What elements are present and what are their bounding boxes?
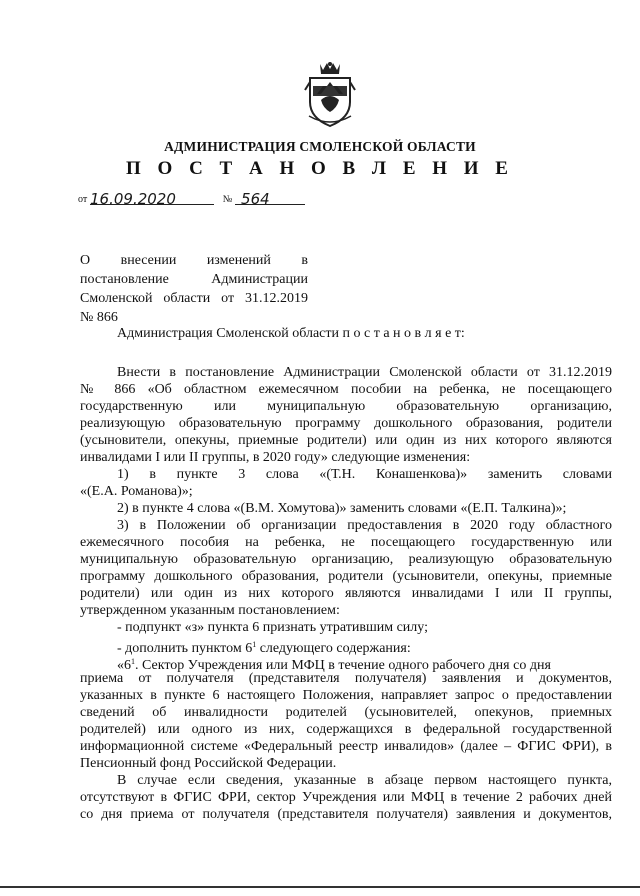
body-line: информационной системе «Федеральный реестр инвалидов» (далее – ФГИС ФРИ), в [80, 739, 612, 754]
document-subject [80, 251, 308, 327]
body-line: государственную или муниципальную образовательную организацию, [80, 399, 612, 414]
body-line: реализующую образовательную программу дошкольного образования, родители [80, 416, 612, 431]
document-type: П О С Т А Н О В Л Е Н И Е [126, 158, 514, 179]
document-number: 564 [241, 190, 270, 208]
text-fragment: следующего содержания: [256, 641, 411, 656]
body-line: отсутствуют в ФГИС ФРИ, сектор Учреждения или МФЦ в течение 2 рабочих дней [80, 790, 612, 805]
body-line: программу дошкольного образования, родители (усыновители, опекуны, приемные [80, 569, 612, 584]
text-fragment: . Сектор Учреждения или МФЦ в течение одного рабочего дня со дня [135, 658, 551, 673]
amendment-item-3: 3) в Положении об организации предоставления в 2020 году областного [117, 518, 612, 533]
subject-line: Смоленской области от 31.12.2019 [80, 291, 308, 306]
body-line: указанных в пункте 6 настоящего Положения, направляет запрос о предоставлении [80, 688, 612, 703]
sub-item-1: - подпункт «з» пункта 6 признать утратившим силу; [117, 620, 428, 635]
subject-line: № 866 [80, 310, 118, 325]
number-label: № [222, 194, 233, 205]
body-line: утвержденном указанным постановлением: [80, 603, 340, 618]
body-line: № 866 «Об областном ежемесячном пособии на ребенка, не посещающего [80, 382, 612, 397]
text-fragment: «6 [117, 658, 131, 673]
body-line: (усыновители, опекуны, приемные родители) или один из них которого являются [80, 433, 612, 448]
resolution-preamble: Администрация Смоленской области п о с т а н о в л я е т: [117, 326, 465, 341]
organization-name: АДМИНИСТРАЦИЯ СМОЛЕНСКОЙ ОБЛАСТИ [164, 139, 476, 154]
body-line: родители) или один из них которого являются инвалидами I или II группы, [80, 586, 612, 601]
body-line: муниципальную образовательную организацию, реализующую образовательную [80, 552, 612, 567]
subject-line: О внесении изменений в [80, 253, 308, 268]
subject-line: постановление Администрации [80, 272, 308, 287]
body-line: ежемесячного пособия на ребенка, не посещающего государственную или [80, 535, 612, 550]
document-date: 16.09.2020 [90, 190, 176, 208]
amendment-item-1: 1) в пункте 3 слова «(Т.Н. Конашенкова)» заменить словами [117, 467, 612, 482]
body-line: сведений об инвалидности родителей (усыновителей, опекунов, приемных [80, 705, 612, 720]
body-line: родителей) или одного из них, содержащихся в федеральной государственной [80, 722, 612, 737]
text-fragment: - дополнить пунктом 6 [117, 641, 253, 656]
body-line: инвалидами I или II группы, в 2020 году» следующие изменения: [80, 450, 471, 465]
date-number-line [78, 190, 305, 208]
superscript: 1 [131, 657, 135, 666]
date-label: от [78, 194, 88, 205]
body-line: В случае если сведения, указанные в абзаце первом настоящего пункта, [117, 773, 612, 788]
page-bottom-rule [0, 886, 640, 888]
body-line: со дня приема от получателя (представителя получателя) заявления и документов, [80, 807, 612, 822]
body-line: приема от получателя (представителя получателя) заявления и документов, [80, 671, 612, 686]
body-line: Внести в постановление Администрации Смоленской области от 31.12.2019 [117, 365, 612, 380]
coat-of-arms-icon [303, 60, 357, 128]
superscript: 1 [252, 640, 257, 649]
body-line: «(Е.А. Романова)»; [80, 484, 193, 499]
amendment-item-2: 2) в пункте 4 слова «(В.М. Хомутова)» заменить словами «(Е.П. Талкина)»; [117, 501, 567, 516]
body-line: Пенсионный фонд Российской Федерации. [80, 756, 337, 771]
